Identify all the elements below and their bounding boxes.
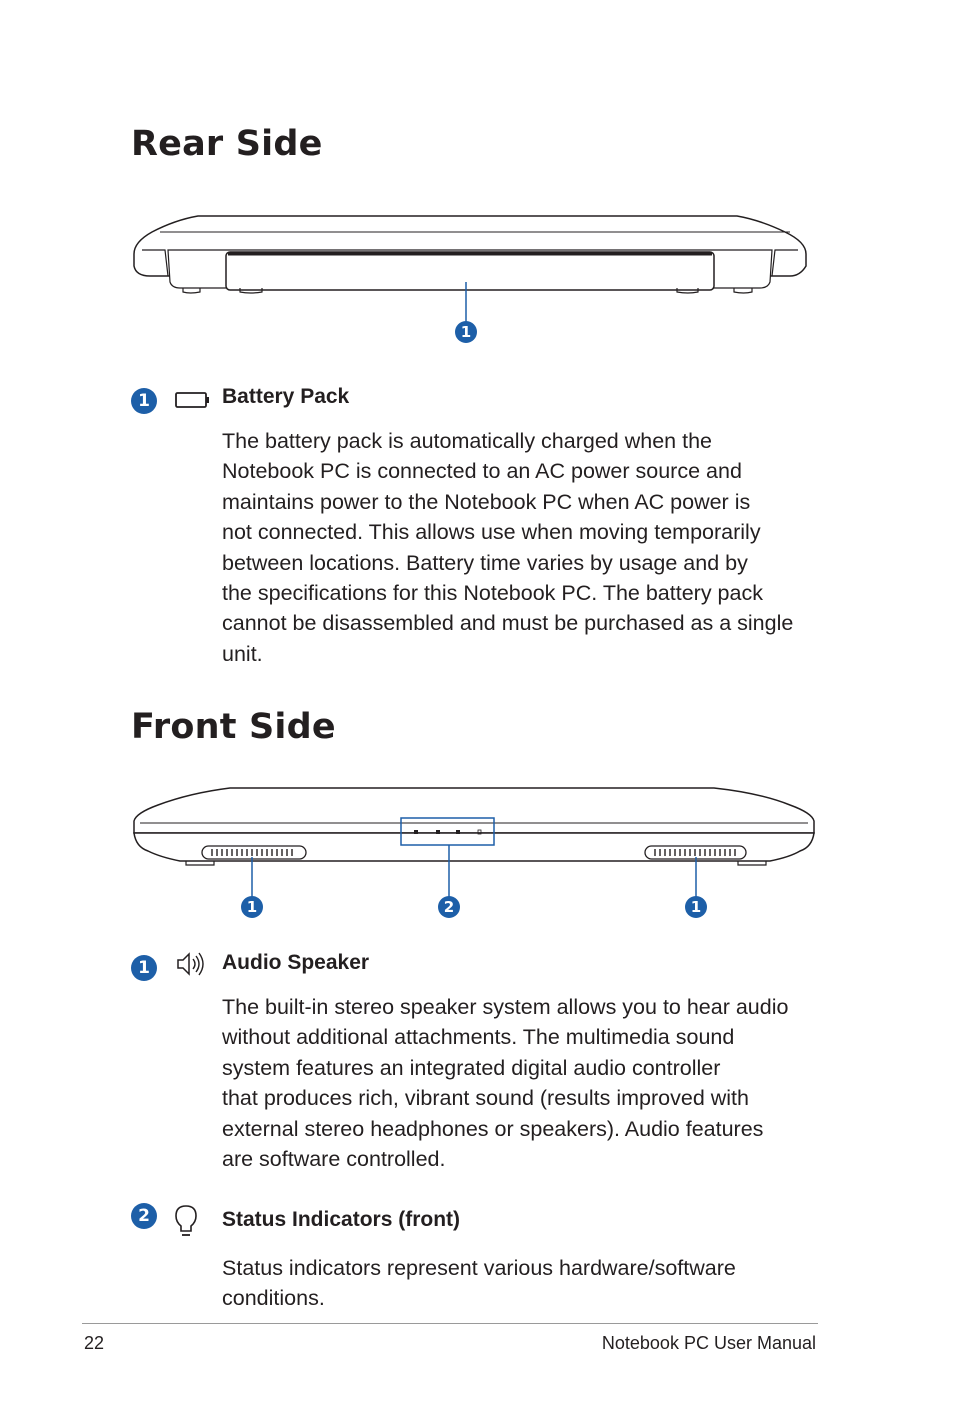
rear-callout-1: 1 [455, 321, 477, 343]
status-indicators-title: Status Indicators (front) [222, 1208, 461, 1231]
item-number-badge: 1 [131, 388, 157, 414]
front-callout-1-right: 1 [685, 896, 707, 918]
rear-side-heading: Rear Side [131, 124, 323, 164]
battery-icon [175, 389, 215, 413]
front-side-heading: Front Side [131, 707, 336, 747]
audio-speaker-description: The built-in stereo speaker system allows you to hear audio without additional attachments. The multimedia sound system features an integrated digital audio controller that produces rich, vibrant sound (results improved with external stereo headphones or speakers). Audio features are software controlled. [222, 995, 789, 1172]
lightbulb-icon [174, 1204, 202, 1240]
front-callout-2: 2 [438, 896, 460, 918]
item-number-badge: 1 [131, 955, 157, 981]
footer-divider [82, 1323, 818, 1324]
item-number-badge: 2 [131, 1203, 157, 1229]
manual-title: Notebook PC User Manual [601, 1333, 816, 1353]
status-indicators-description: Status indicators represent various hardware/software conditions. [222, 1256, 736, 1311]
battery-pack-title: Battery Pack [222, 385, 350, 408]
front-callout-1-left: 1 [241, 896, 263, 918]
speaker-icon [176, 950, 208, 980]
rear-side-diagram [0, 210, 954, 330]
audio-speaker-title: Audio Speaker [222, 951, 370, 974]
battery-pack-description: The battery pack is automatically charged when the Notebook PC is connected to an AC power source and maintains power to the Notebook PC when AC power is not connected. This allows use when moving temporarily between locations. Battery time varies by usage and by the specifications for this Notebook PC. The battery pack cannot be disassembled and must be purchased as a single unit. [222, 429, 794, 666]
front-side-diagram [0, 785, 954, 905]
page-number: 22 [84, 1333, 105, 1353]
